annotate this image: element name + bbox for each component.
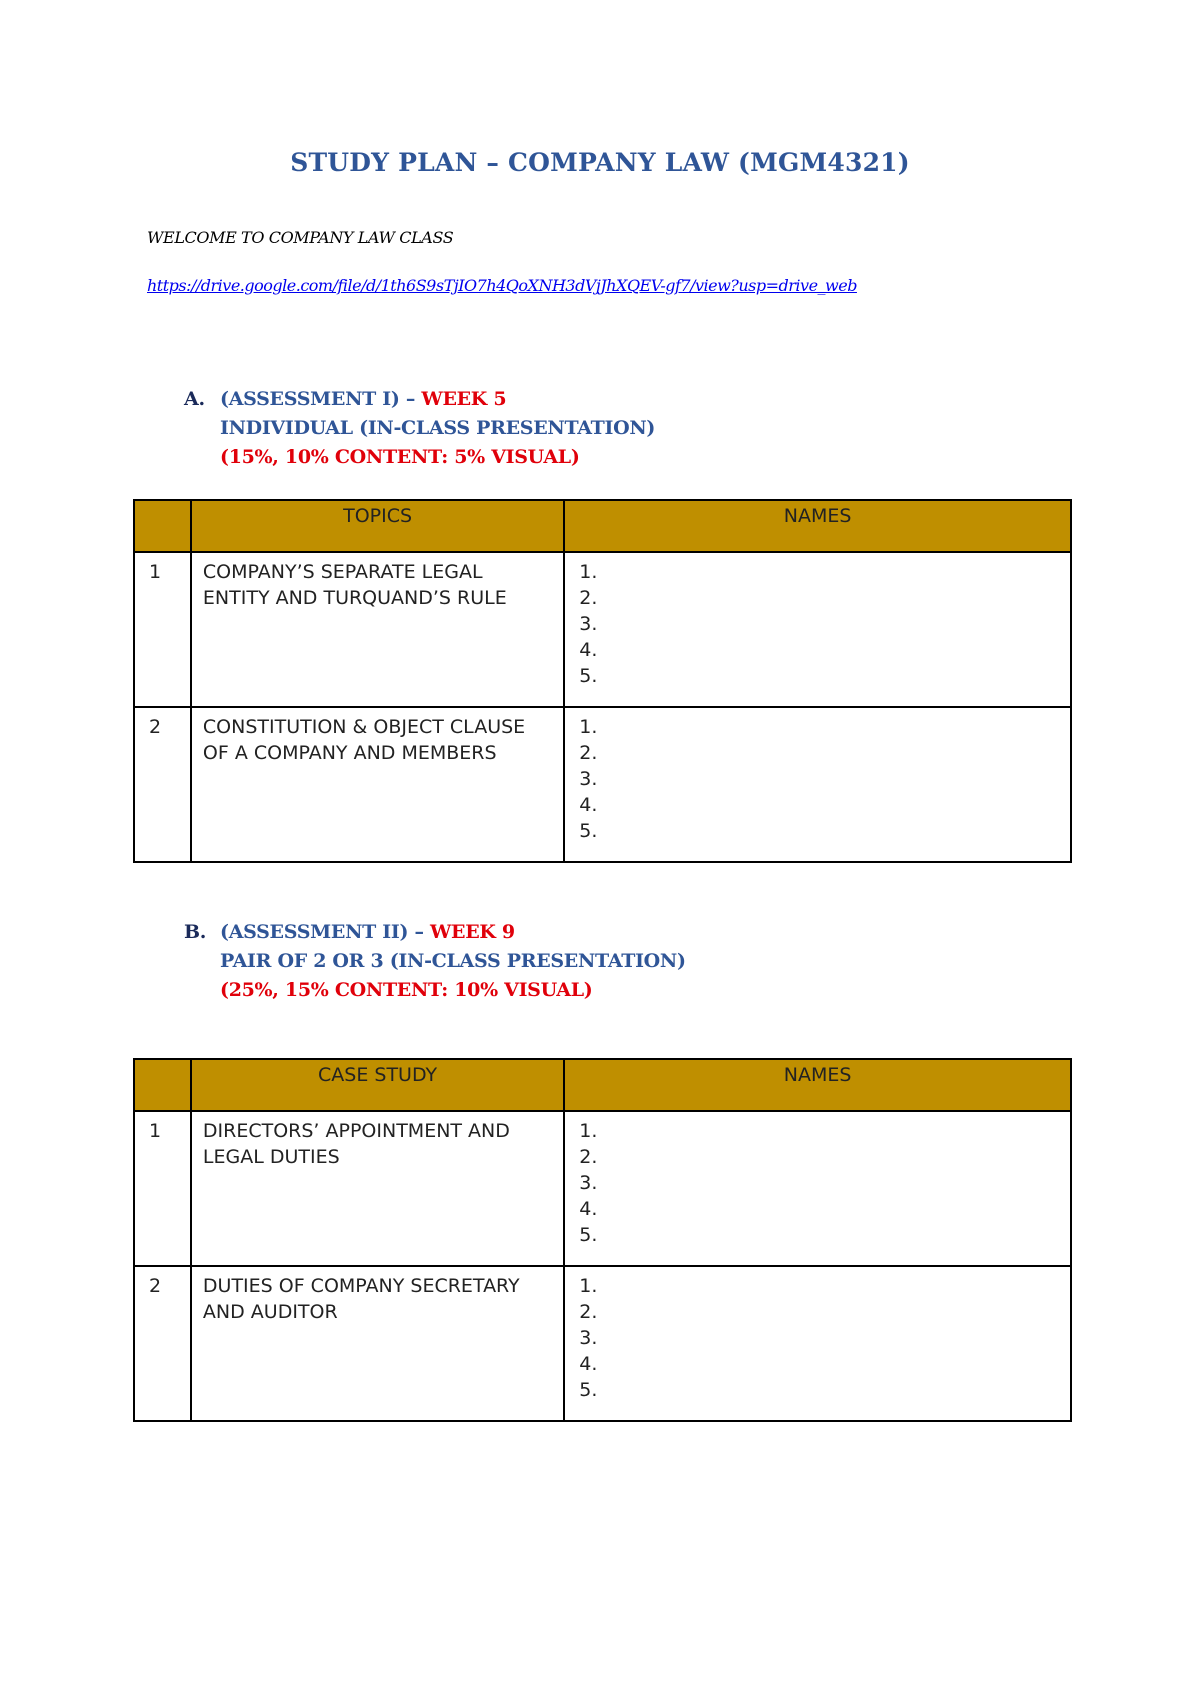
section-b-week: WEEK 9	[430, 921, 515, 943]
row-number: 1	[134, 552, 191, 707]
name-slot: 5.	[579, 820, 598, 842]
table-header-row	[134, 1059, 1071, 1111]
name-slot: 2.	[579, 587, 598, 609]
row-names[interactable]	[564, 707, 1071, 862]
row-names[interactable]	[564, 1111, 1071, 1266]
assessment-1-table	[133, 499, 1072, 863]
drive-link[interactable]: https://drive.google.com/file/d/1th6S9sTjIO7h4QoXNH3dVjJhXQEV-gf7/view?usp=drive_web	[147, 276, 857, 295]
name-slot: 2.	[579, 742, 598, 764]
row-topic: DUTIES OF COMPANY SECRETARY AND AUDITOR	[191, 1266, 564, 1421]
section-a-marker: A.	[184, 388, 205, 410]
name-slot: 1.	[579, 1275, 598, 1297]
section-b-assessment: (ASSESSMENT II) –	[220, 921, 430, 943]
row-names[interactable]	[564, 1266, 1071, 1421]
name-slot: 3.	[579, 1172, 598, 1194]
header-names: NAMES	[564, 1059, 1071, 1111]
name-slot: 2.	[579, 1301, 598, 1323]
welcome-text: WELCOME TO COMPANY LAW CLASS	[147, 228, 454, 247]
name-slot: 2.	[579, 1146, 598, 1168]
page-title: STUDY PLAN – COMPANY LAW (MGM4321)	[290, 148, 910, 177]
name-slot: 5.	[579, 1379, 598, 1401]
header-num	[134, 1059, 191, 1111]
header-case-study: CASE STUDY	[191, 1059, 564, 1111]
name-slot: 5.	[579, 665, 598, 687]
row-number: 2	[134, 707, 191, 862]
table-row	[134, 552, 1071, 707]
row-topic: COMPANY’S SEPARATE LEGAL ENTITY AND TURQUAND’S RULE	[191, 552, 564, 707]
name-slot: 4.	[579, 1198, 598, 1220]
table-row	[134, 1111, 1071, 1266]
table-header-row	[134, 500, 1071, 552]
section-a-week: WEEK 5	[421, 388, 507, 410]
section-a-assessment: (ASSESSMENT I) –	[220, 388, 422, 410]
header-num	[134, 500, 191, 552]
name-slot: 4.	[579, 639, 598, 661]
row-topic: DIRECTORS’ APPOINTMENT AND LEGAL DUTIES	[191, 1111, 564, 1266]
name-slot: 3.	[579, 768, 598, 790]
name-slot: 1.	[579, 716, 598, 738]
table-row	[134, 1266, 1071, 1421]
section-b-mode: PAIR OF 2 OR 3 (IN-CLASS PRESENTATION)	[220, 950, 686, 972]
name-slot: 3.	[579, 1327, 598, 1349]
name-slot: 4.	[579, 794, 598, 816]
section-a-weighting: (15%, 10% CONTENT: 5% VISUAL)	[220, 446, 580, 468]
table-row	[134, 707, 1071, 862]
name-slot: 1.	[579, 561, 598, 583]
name-slot: 5.	[579, 1224, 598, 1246]
name-slot: 3.	[579, 613, 598, 635]
section-b-marker: B.	[184, 921, 207, 943]
name-slot: 4.	[579, 1353, 598, 1375]
header-names: NAMES	[564, 500, 1071, 552]
section-b-weighting: (25%, 15% CONTENT: 10% VISUAL)	[220, 979, 593, 1001]
row-number: 1	[134, 1111, 191, 1266]
row-topic: CONSTITUTION & OBJECT CLAUSE OF A COMPANY AND MEMBERS	[191, 707, 564, 862]
row-names[interactable]	[564, 552, 1071, 707]
header-topics: TOPICS	[191, 500, 564, 552]
name-slot: 1.	[579, 1120, 598, 1142]
assessment-2-table	[133, 1058, 1072, 1422]
row-number: 2	[134, 1266, 191, 1421]
section-a-mode: INDIVIDUAL (IN-CLASS PRESENTATION)	[220, 417, 656, 439]
